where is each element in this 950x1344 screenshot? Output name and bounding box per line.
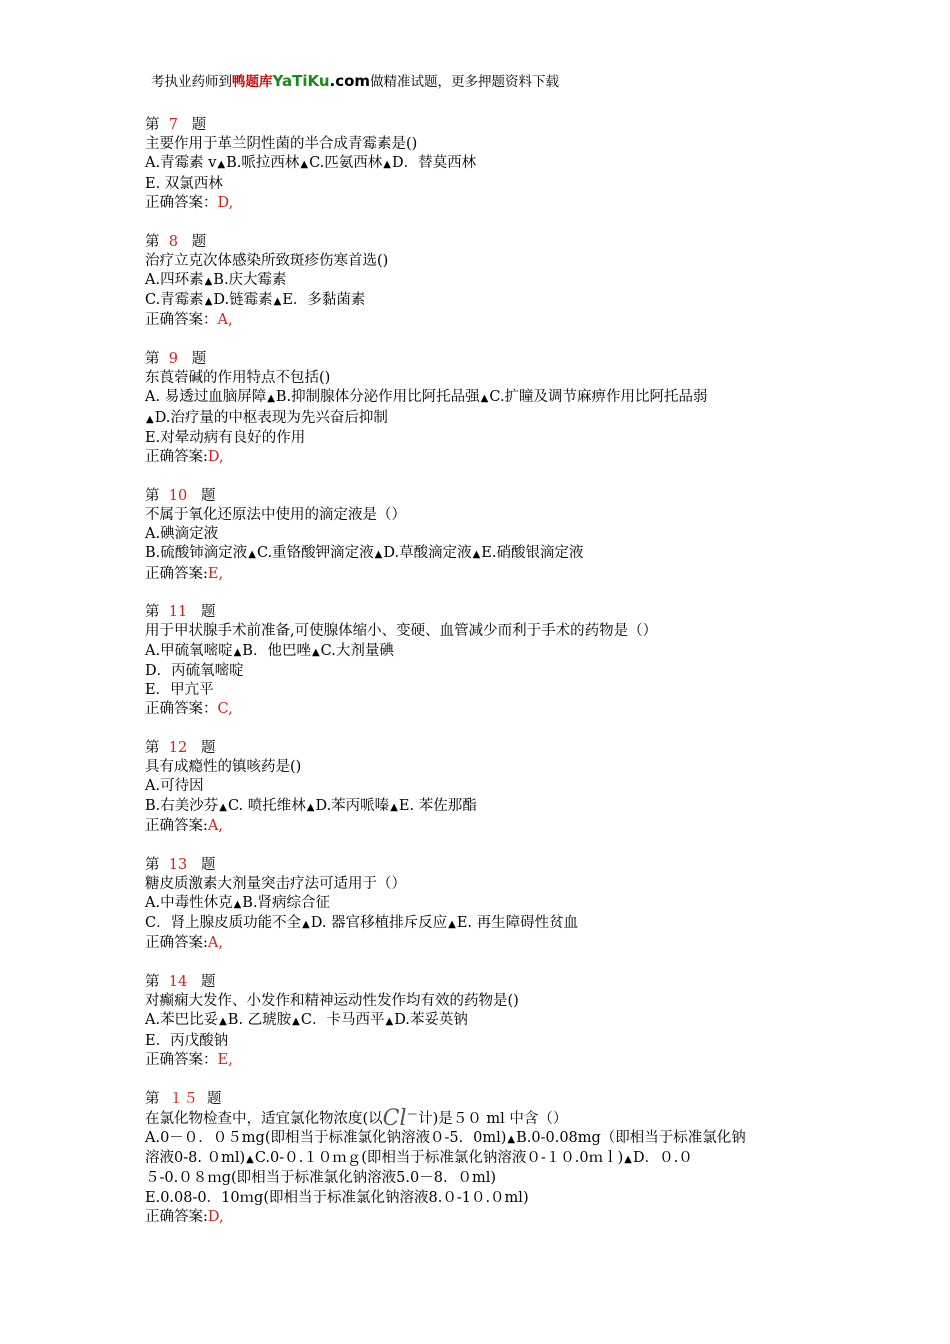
question-title bbox=[145, 487, 835, 506]
chloride-formula: Cl⁻ bbox=[382, 1105, 419, 1131]
option-text: B．他巴唑 bbox=[242, 642, 311, 659]
option-separator-icon: ▲ bbox=[267, 393, 275, 405]
question-stem: 主要作用于革兰阴性菌的半合成青霉素是() bbox=[145, 136, 418, 153]
option-separator-icon: ▲ bbox=[233, 646, 242, 658]
question-stem: 用于甲状腺手术前准备,可使腺体缩小、变硬、血管减少而利于手术的药物是（） bbox=[145, 623, 658, 640]
question-number: 11 bbox=[168, 604, 188, 621]
option-text: D.链霉素 bbox=[213, 292, 273, 309]
option-text: E.硝酸银滴定液 bbox=[481, 545, 584, 562]
question-stem: 不属于氧化还原法中使用的滴定液是（） bbox=[145, 506, 406, 523]
question-title-suffix: 题 bbox=[191, 117, 207, 133]
option-separator-icon: ▲ bbox=[448, 919, 456, 931]
option-text: B.0-0.08mg（即相当于标准氯化钠 bbox=[516, 1129, 746, 1146]
option-text: E. 苯佐那酯 bbox=[398, 797, 477, 814]
answer-value: E, bbox=[217, 1051, 233, 1068]
option-separator-icon: ▲ bbox=[480, 393, 489, 405]
question-block bbox=[145, 487, 835, 584]
answer-label: 正确答案: bbox=[145, 565, 208, 582]
answer-label: 正确答案： bbox=[145, 1051, 218, 1068]
page-header bbox=[151, 72, 559, 91]
answer-label: 正确答案: bbox=[145, 1208, 208, 1225]
question-number: 13 bbox=[168, 856, 188, 873]
options-line bbox=[145, 271, 835, 291]
options-line bbox=[145, 291, 835, 311]
answer-line bbox=[145, 700, 835, 719]
option-text: C.重铬酸钾滴定液 bbox=[256, 545, 374, 562]
question-stem: 东莨菪碱的作用特点不包括() bbox=[145, 370, 331, 387]
answer-line bbox=[145, 565, 835, 584]
question-number: 10 bbox=[168, 487, 188, 504]
option-text: D．替莫西林 bbox=[391, 155, 477, 172]
question-title-prefix: 第 bbox=[145, 739, 160, 756]
answer-value: A, bbox=[217, 312, 233, 329]
question-title bbox=[145, 739, 835, 758]
options-line bbox=[145, 894, 835, 914]
question-title-prefix: 第 bbox=[145, 233, 160, 250]
question-title bbox=[145, 116, 835, 135]
question-stem bbox=[145, 1105, 835, 1131]
option-text: A.四环素 bbox=[145, 271, 204, 288]
answer-label: 正确答案： bbox=[145, 312, 218, 329]
option-text: A.甲硫氧嘧啶 bbox=[145, 642, 233, 659]
option-text: B.右美沙芬 bbox=[145, 797, 219, 814]
option-text: D.苯妥英钠 bbox=[394, 1012, 468, 1029]
option-separator-icon: ▲ bbox=[472, 549, 481, 561]
option-separator-icon: ▲ bbox=[374, 549, 383, 561]
option-text: B.硫酸铈滴定液 bbox=[145, 545, 248, 562]
answer-line bbox=[145, 194, 835, 213]
question-title-prefix: 第 bbox=[145, 604, 160, 621]
option-separator-icon: ▲ bbox=[219, 1016, 227, 1028]
answer-value: D, bbox=[217, 194, 234, 211]
question-title-suffix: 题 bbox=[201, 856, 216, 873]
option-text: E.0.08-0．10ｍg(即相当于标准氯化钠溶液8.０-1０.０ml) bbox=[145, 1189, 529, 1206]
option-text: B.哌拉西林 bbox=[226, 155, 300, 172]
options-line bbox=[145, 388, 835, 408]
option-separator-icon: ▲ bbox=[507, 1133, 516, 1145]
question-list bbox=[145, 116, 835, 1246]
question-title-suffix: 题 bbox=[201, 604, 216, 621]
option-text: D．丙硫氧嘧啶 bbox=[145, 662, 244, 679]
question-number: 7 bbox=[168, 117, 178, 133]
options-line bbox=[145, 409, 835, 429]
option-text: A.碘滴定液 bbox=[145, 526, 219, 543]
question-stem: 糖皮质激素大剂量突击疗法可适用于（） bbox=[145, 875, 406, 892]
options-line bbox=[145, 662, 835, 681]
question-number: １５ bbox=[168, 1090, 198, 1107]
option-text: A.中毒性休克 bbox=[145, 894, 233, 911]
option-text: E．多黏菌素 bbox=[282, 292, 366, 309]
question-title-suffix: 题 bbox=[201, 487, 216, 504]
option-text: A.可待因 bbox=[145, 778, 204, 795]
question-title bbox=[145, 603, 835, 622]
answer-value: D, bbox=[207, 449, 224, 466]
question-title-suffix: 题 bbox=[191, 233, 207, 250]
question-block bbox=[145, 603, 835, 719]
option-separator-icon: ▲ bbox=[302, 919, 310, 931]
header-prefix: 考执业药师到 bbox=[151, 74, 232, 90]
option-separator-icon: ▲ bbox=[306, 801, 315, 813]
question-title-suffix: 题 bbox=[191, 351, 207, 368]
question-title bbox=[145, 973, 835, 992]
question-title-prefix: 第 bbox=[145, 974, 160, 991]
question-title-prefix: 第 bbox=[145, 487, 160, 504]
options-line bbox=[145, 544, 835, 564]
answer-line bbox=[145, 311, 835, 330]
question-title bbox=[145, 350, 835, 369]
option-text: D.苯丙哌嗪 bbox=[315, 797, 390, 814]
option-separator-icon: ▲ bbox=[300, 159, 309, 171]
options-line bbox=[145, 642, 835, 662]
option-separator-icon: ▲ bbox=[233, 898, 242, 910]
answer-label: 正确答案: bbox=[145, 449, 208, 466]
options-line bbox=[145, 1149, 835, 1169]
question-title-suffix: 题 bbox=[206, 1090, 222, 1107]
question-number: 14 bbox=[168, 974, 188, 991]
option-text: A. 易透过血脑屏障 bbox=[145, 389, 267, 406]
question-title-suffix: 题 bbox=[201, 739, 216, 756]
question-number: 9 bbox=[168, 351, 178, 368]
options-line bbox=[145, 175, 835, 194]
answer-line bbox=[145, 1208, 835, 1227]
question-block bbox=[145, 350, 835, 467]
option-separator-icon: ▲ bbox=[204, 275, 213, 287]
question-block bbox=[145, 1090, 835, 1227]
option-text: B.肾病综合征 bbox=[242, 894, 331, 911]
option-text: ５-0.０８ｍg(即相当于标准氯化钠溶液5.0－8．０ml) bbox=[145, 1170, 497, 1187]
answer-value: D, bbox=[207, 1208, 224, 1225]
option-text: E．甲亢平 bbox=[145, 682, 214, 699]
question-block bbox=[145, 856, 835, 954]
question-stem: 对癫痫大发作、小发作和精神运动性发作均有效的药物是() bbox=[145, 993, 519, 1010]
brand-domain[interactable]: .com bbox=[329, 72, 371, 90]
option-text: D.治疗量的中枢表现为先兴奋后抑制 bbox=[154, 409, 388, 426]
options-line bbox=[145, 1032, 835, 1051]
question-block bbox=[145, 116, 835, 213]
question-title-suffix: 题 bbox=[201, 974, 216, 991]
option-text: C. 喷托维林 bbox=[227, 797, 306, 814]
question-title-prefix: 第 bbox=[145, 351, 160, 368]
option-text: A.青霉素 v bbox=[145, 155, 217, 172]
options-line bbox=[145, 681, 835, 700]
question-title-prefix: 第 bbox=[145, 117, 160, 133]
option-text: C.青霉素 bbox=[145, 292, 204, 309]
answer-label: 正确答案： bbox=[145, 701, 218, 718]
options-line bbox=[145, 154, 835, 174]
option-text: D.草酸滴定液 bbox=[383, 545, 472, 562]
options-line bbox=[145, 1189, 835, 1208]
option-separator-icon: ▲ bbox=[204, 296, 213, 308]
option-separator-icon: ▲ bbox=[624, 1154, 632, 1166]
question-title-prefix: 第 bbox=[145, 1090, 160, 1107]
option-text: B.庆大霉素 bbox=[213, 271, 287, 288]
answer-value: A, bbox=[207, 935, 223, 952]
answer-value: E, bbox=[207, 565, 224, 582]
option-separator-icon: ▲ bbox=[246, 1154, 254, 1166]
option-separator-icon: ▲ bbox=[390, 801, 398, 813]
brand-name-en[interactable]: YaTiKu bbox=[272, 72, 330, 90]
option-text: C.扩瞳及调节麻痹作用比阿托品弱 bbox=[489, 389, 708, 406]
brand-name-cn[interactable]: 鸭题库 bbox=[232, 74, 273, 90]
options-line bbox=[145, 1129, 835, 1149]
option-text: C.0-０.１０ｍｇ(即相当于标准氯化钠溶液０-１０.0ｍｌ) bbox=[254, 1150, 624, 1167]
options-line bbox=[145, 797, 835, 817]
option-text: A.苯巴比妥 bbox=[145, 1012, 219, 1029]
option-separator-icon: ▲ bbox=[383, 159, 391, 171]
answer-label: 正确答案: bbox=[145, 935, 208, 952]
option-separator-icon: ▲ bbox=[217, 159, 226, 171]
answer-label: 正确答案： bbox=[145, 194, 218, 211]
option-separator-icon: ▲ bbox=[219, 801, 227, 813]
options-line bbox=[145, 1011, 835, 1031]
stem-text-after: 计)是５０ ml 中含（） bbox=[418, 1110, 568, 1127]
options-line bbox=[145, 777, 835, 796]
answer-value: A, bbox=[207, 817, 223, 834]
option-text: A.0－０．０５mg(即相当于标准氯化钠溶液０-5．0ml) bbox=[145, 1129, 507, 1146]
option-text: B.抑制腺体分泌作用比阿托品强 bbox=[275, 389, 480, 406]
question-block bbox=[145, 973, 835, 1070]
answer-line bbox=[145, 448, 835, 467]
answer-value: C, bbox=[217, 701, 233, 718]
option-text: C.匹氨西林 bbox=[309, 155, 383, 172]
option-text: 溶液0-8. ０ml) bbox=[145, 1150, 246, 1167]
question-title bbox=[145, 1090, 835, 1109]
option-text: D. 器官移植排斥反应 bbox=[310, 915, 448, 932]
question-stem: 具有成瘾性的镇咳药是() bbox=[145, 759, 302, 776]
options-line bbox=[145, 1169, 835, 1188]
answer-line bbox=[145, 1051, 835, 1070]
option-separator-icon: ▲ bbox=[292, 1016, 300, 1028]
question-block bbox=[145, 739, 835, 836]
question-title bbox=[145, 856, 835, 875]
question-number: 8 bbox=[168, 233, 178, 250]
options-line bbox=[145, 525, 835, 544]
question-title-prefix: 第 bbox=[145, 856, 160, 873]
option-separator-icon: ▲ bbox=[385, 1016, 394, 1028]
question-block bbox=[145, 233, 835, 331]
question-stem: 治疗立克次体感染所致斑疹伤寒首选() bbox=[145, 252, 389, 269]
stem-text-before: 在氯化物检查中，适宜氯化物浓度(以 bbox=[145, 1110, 383, 1127]
options-line bbox=[145, 429, 835, 448]
option-text: E.对晕动病有良好的作用 bbox=[145, 429, 306, 446]
option-separator-icon: ▲ bbox=[146, 413, 154, 425]
option-text: E. 再生障碍性贫血 bbox=[456, 915, 579, 932]
option-separator-icon: ▲ bbox=[311, 646, 320, 658]
option-text: C．肾上腺皮质功能不全 bbox=[145, 915, 302, 932]
answer-label: 正确答案: bbox=[145, 817, 208, 834]
option-text: E. 双氯西林 bbox=[145, 175, 223, 192]
option-text: C.大剂量碘 bbox=[320, 642, 394, 659]
question-number: 12 bbox=[168, 739, 188, 756]
option-text: E．丙戊酸钠 bbox=[145, 1032, 229, 1049]
header-suffix: 做精准试题，更多押题资料下载 bbox=[370, 74, 560, 90]
answer-line bbox=[145, 817, 835, 836]
option-text: C．卡马西平 bbox=[300, 1012, 385, 1029]
answer-line bbox=[145, 934, 835, 953]
option-text: D．０.０ bbox=[633, 1150, 693, 1167]
option-separator-icon: ▲ bbox=[248, 549, 256, 561]
options-line bbox=[145, 914, 835, 934]
option-text: B. 乙琥胺 bbox=[227, 1012, 292, 1029]
option-separator-icon: ▲ bbox=[273, 296, 282, 308]
question-title bbox=[145, 233, 835, 252]
